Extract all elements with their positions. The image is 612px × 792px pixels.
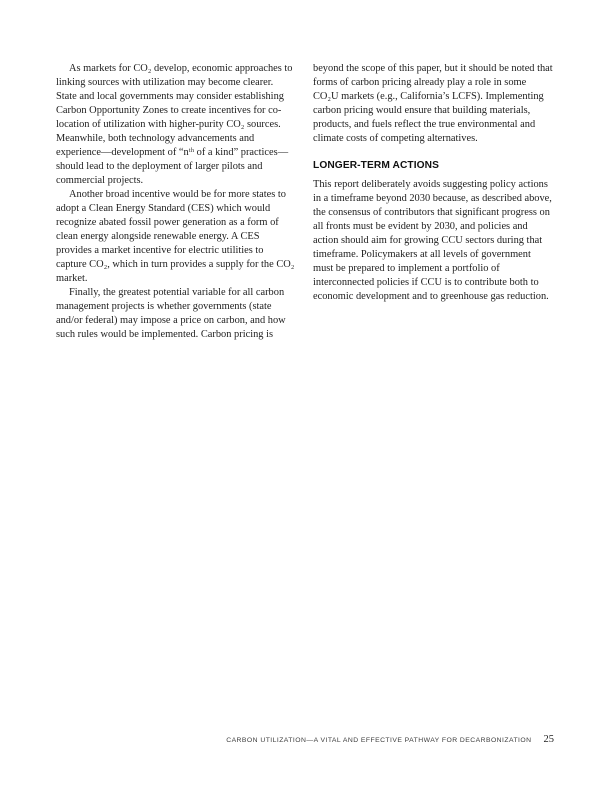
running-title: CARBON UTILIZATION—A VITAL AND EFFECTIVE PATHWAY FOR DECARBONIZATION <box>226 737 532 744</box>
paragraph-clean-energy-standard: Another broad incentive would be for more states to adopt a Clean Energy Standard (CES) which would recognize abated fossil power generation as a form of clean energy alongside renewable energy. A CES provides a market incentive for electric utilities to capture CO₂, which in turn provides a supply for the CO₂ market. <box>56 189 295 284</box>
left-column <box>56 62 296 342</box>
paragraph-longer-term-actions: This report deliberately avoids suggesting policy actions in a timeframe beyond 2030 because, as described above, the consensus of contributors that significant progress on all fronts must be evident by 2030, and policies and action should aim for growing CCU sectors during that timeframe. Policymakers at all levels of government must be prepared to implement a portfolio of interconnected policies if CCU is to contribute both to economic development and to greenhouse gas reduction. <box>313 179 552 302</box>
page-footer <box>226 734 554 745</box>
paragraph-carbon-pricing-continued: beyond the scope of this paper, but it should be noted that forms of carbon pricing already play a role in some CO₂U markets (e.g., California’s LCFS). Implementing carbon pricing would ensure that building materials, products, and fuels reflect the true environmental and climate costs of competing alternatives. <box>313 63 553 144</box>
paragraph-carbon-pricing: Finally, the greatest potential variable for all carbon management projects is whether governments (state and/or federal) may impose a price on carbon, and how such rules would be implemented. Carbon pricing is <box>56 287 286 340</box>
page-body <box>56 62 553 342</box>
paragraph-markets-co2: As markets for CO₂ develop, economic approaches to linking sources with utilization may become clearer. State and local governments may consider establishing Carbon Opportunity Zones to create incentives for co-location of utilization with higher-purity CO₂ sources. Meanwhile, both technology advancements and experience—development of “nᵗʰ of a kind” practices—should lead to the deployment of larger pilots and commercial projects. <box>56 63 293 186</box>
right-column <box>313 62 553 342</box>
page-number: 25 <box>543 734 554 745</box>
section-heading-longer-term-actions: LONGER-TERM ACTIONS <box>313 160 440 171</box>
